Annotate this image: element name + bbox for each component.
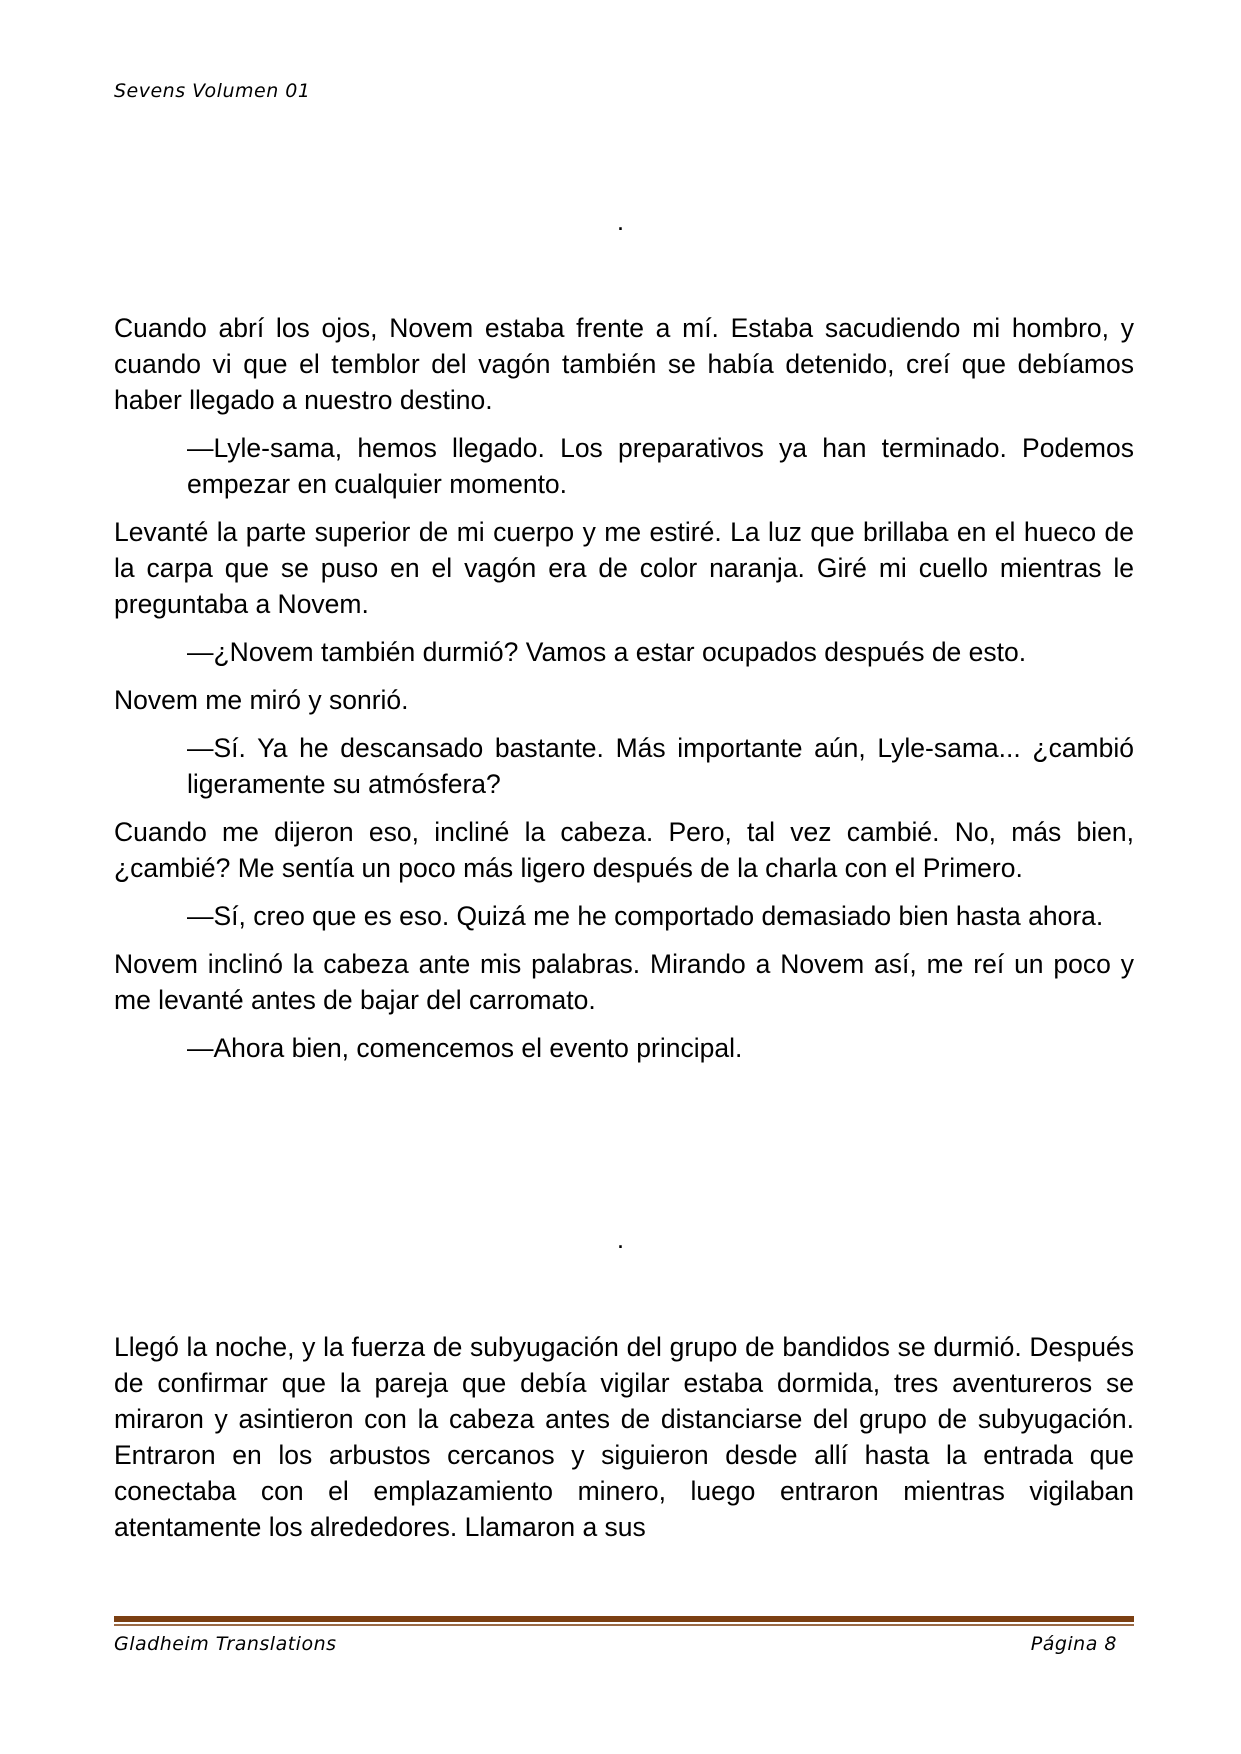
narration-paragraph: Novem inclinó la cabeza ante mis palabras. Mirando a Novem así, me reí un poco y me levanté antes de bajar del carromato. (114, 949, 1134, 1015)
dialogue-paragraph: —Sí, creo que es eso. Quizá me he comportado demasiado bien hasta ahora. (187, 901, 1104, 931)
footer-page-number: Página 8 (1030, 1633, 1117, 1655)
dialogue-paragraph: —¿Novem también durmió? Vamos a estar ocupados después de esto. (187, 637, 1027, 667)
narration-paragraph: Cuando me dijeron eso, incliné la cabeza. Pero, tal vez cambié. No, más bien, ¿cambié? Me sentía un poco más ligero después de la charla con el Primero. (114, 817, 1134, 883)
running-header: Sevens Volumen 01 (114, 80, 311, 102)
footer-translator: Gladheim Translations (114, 1633, 337, 1655)
narration-paragraph: Cuando abrí los ojos, Novem estaba frente a mí. Estaba sacudiendo mi hombro, y cuando vi que el temblor del vagón también se había detenido, creí que debíamos haber llegado a nuestro destino. (114, 313, 1134, 415)
narration-paragraph: Llegó la noche, y la fuerza de subyugación del grupo de bandidos se durmió. Después de confirmar que la pareja que debía vigilar estaba dormida, tres aventureros se miraron y asintieron con la cabeza antes de distanciarse del grupo de subyugación. Entraron en los arbustos cercanos y siguieron desde allí hasta la entrada que conectaba con el emplazamiento minero, luego entraron mientras vigilaban atentamente los alrededores. Llamaron a sus (114, 1332, 1134, 1542)
dialogue-paragraph: —Ahora bien, comencemos el evento principal. (187, 1033, 743, 1063)
footer-rule (114, 1616, 1134, 1626)
narration-paragraph: Levanté la parte superior de mi cuerpo y me estiré. La luz que brillaba en el hueco de la carpa que se puso en el vagón era de color naranja. Giré mi cuello mientras le preguntaba a Novem. (114, 517, 1134, 619)
narration-paragraph: Novem me miró y sonrió. (114, 685, 409, 715)
dialogue-paragraph: —Lyle-sama, hemos llegado. Los preparativos ya han terminado. Podemos empezar en cualquier momento. (187, 433, 1134, 499)
dialogue-paragraph: —Sí. Ya he descansado bastante. Más importante aún, Lyle-sama... ¿cambió ligeramente su atmósfera? (187, 733, 1134, 799)
scene-separator: . (616, 206, 625, 236)
scene-separator: . (616, 1224, 625, 1254)
section-2 (114, 1329, 1134, 1557)
section-1 (114, 310, 1134, 1078)
